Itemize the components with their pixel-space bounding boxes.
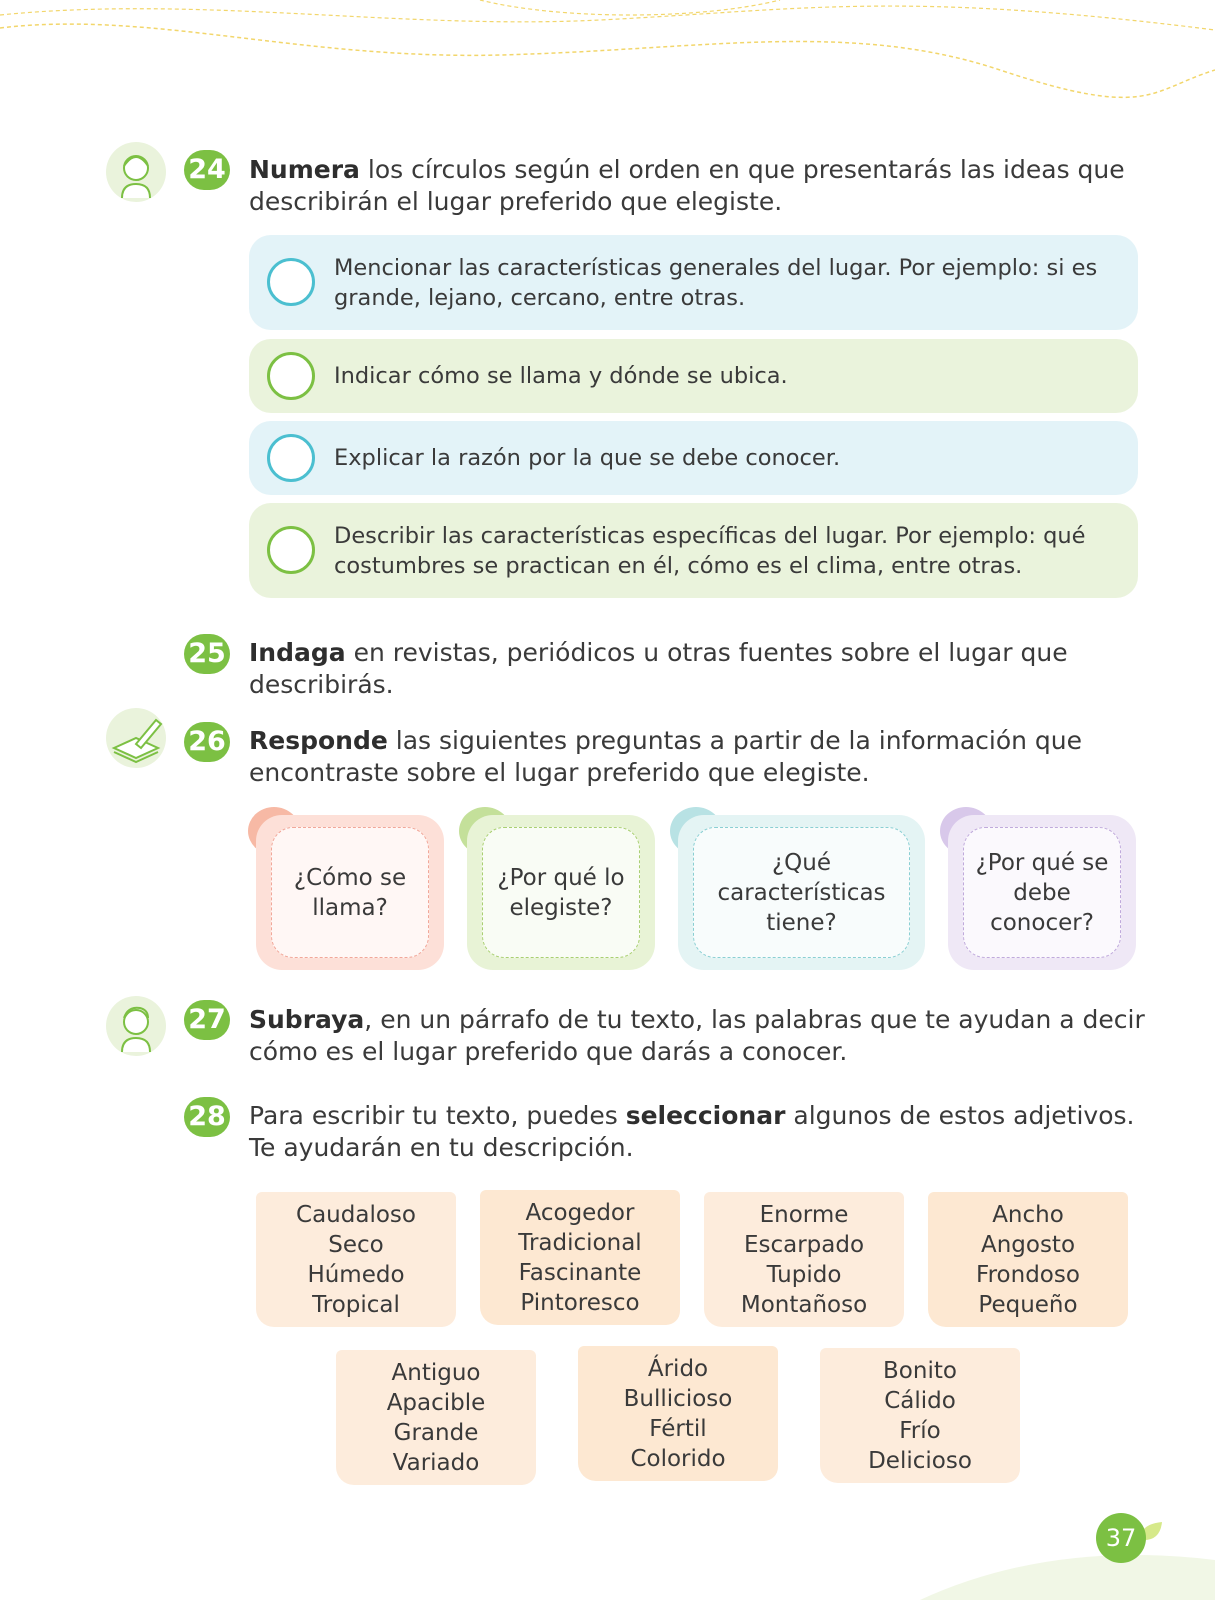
activity-number-28: 28: [184, 1097, 230, 1137]
adjective: Colorido: [630, 1445, 726, 1472]
order-circle-1[interactable]: [267, 258, 315, 306]
adjective-card-3: [704, 1192, 904, 1327]
top-wave-decoration: [0, 0, 1215, 110]
activity-27-statement: [249, 1004, 1149, 1068]
order-option-1-text: Mencionar las características generales del lugar. Por ejemplo: si es grande, lejano, cercano, entre otras.: [334, 254, 1098, 311]
question-card-4: [948, 815, 1136, 970]
order-option-1: [249, 235, 1138, 330]
girl-avatar-icon: [106, 142, 166, 202]
activity-25-text: en revistas, periódicos u otras fuentes sobre el lugar que describirás.: [249, 638, 1068, 699]
activity-number-24: 24: [184, 150, 230, 190]
adjective: Cálido: [884, 1387, 956, 1414]
adjective: Fértil: [649, 1415, 707, 1442]
order-option-3: [249, 421, 1138, 495]
order-circle-3[interactable]: [267, 434, 315, 482]
adjective: Antiguo: [391, 1359, 481, 1386]
adjective: Bonito: [883, 1357, 957, 1384]
adjective-card-7: [820, 1348, 1020, 1483]
order-option-4-text: Describir las características específicas del lugar. Por ejemplo: qué costumbres se practican en él, cómo es el clima, entre otras.: [334, 522, 1086, 579]
activity-28-text: algunos de estos adjetivos. Te ayudarán en tu descripción.: [249, 1101, 1135, 1162]
notebook-pencil-icon: [106, 708, 166, 768]
question-2: ¿Por qué lo elegiste?: [482, 827, 640, 958]
order-option-2-text: Indicar cómo se llama y dónde se ubica.: [334, 363, 788, 389]
order-option-4: [249, 503, 1138, 598]
adjective: Montañoso: [740, 1291, 868, 1318]
question-3: ¿Qué características tiene?: [693, 827, 910, 958]
activity-number-25: 25: [184, 634, 230, 674]
activity-25-verb: Indaga: [249, 638, 346, 667]
activity-26-statement: [249, 725, 1149, 789]
adjective: Pequeño: [978, 1291, 1078, 1318]
question-card-1: [256, 815, 444, 970]
adjective: Acogedor: [525, 1199, 635, 1226]
activity-27-verb: Subraya: [249, 1005, 365, 1034]
activity-28-verb: seleccionar: [625, 1101, 786, 1130]
adjective: Pintoresco: [520, 1289, 640, 1316]
adjective-card-4: [928, 1192, 1128, 1327]
adjective: Ancho: [992, 1201, 1064, 1228]
adjective: Bullicioso: [623, 1385, 733, 1412]
activity-26-text: las siguientes preguntas a partir de la información que encontraste sobre el lugar preferido que elegiste.: [249, 726, 1083, 787]
adjective: Enorme: [759, 1201, 849, 1228]
activity-27-text: , en un párrafo de tu texto, las palabras que te ayudan a decir cómo es el lugar preferido que darás a conocer.: [249, 1005, 1145, 1066]
boy-avatar-icon: [106, 996, 166, 1056]
activity-28-text-before: Para escribir tu texto, puedes: [249, 1101, 626, 1130]
adjective: Seco: [328, 1231, 384, 1258]
adjective-card-5: [336, 1350, 536, 1485]
order-option-2: [249, 339, 1138, 413]
adjective: Frondoso: [976, 1261, 1080, 1288]
question-card-3: [678, 815, 925, 970]
order-option-3-text: Explicar la razón por la que se debe conocer.: [334, 445, 841, 471]
bottom-wave-decoration: [0, 1520, 1215, 1600]
activity-26-verb: Responde: [249, 726, 388, 755]
adjective: Angosto: [980, 1231, 1076, 1258]
adjective-card-2: [480, 1190, 680, 1325]
adjective: Húmedo: [307, 1261, 405, 1288]
adjective: Grande: [393, 1419, 479, 1446]
activity-number-27: 27: [184, 1000, 230, 1040]
order-circle-4[interactable]: [267, 526, 315, 574]
question-1: ¿Cómo se llama?: [271, 827, 429, 958]
activity-24-statement: [249, 154, 1149, 218]
activity-25-statement: [249, 637, 1149, 701]
activity-28-statement: [249, 1100, 1149, 1164]
adjective: Delicioso: [868, 1447, 972, 1474]
adjective: Fascinante: [518, 1259, 642, 1286]
question-4: ¿Por qué se debe conocer?: [963, 827, 1121, 958]
question-card-2: [467, 815, 655, 970]
adjective: Tradicional: [518, 1229, 642, 1256]
order-circle-2[interactable]: [267, 352, 315, 400]
adjective-card-6: [578, 1346, 778, 1481]
adjective-card-1: [256, 1192, 456, 1327]
activity-24-verb: Numera: [249, 155, 360, 184]
adjective: Tropical: [312, 1291, 400, 1318]
adjective: Árido: [647, 1355, 709, 1382]
page-number: 37: [1096, 1513, 1146, 1563]
adjective: Tupido: [766, 1261, 842, 1288]
adjective: Escarpado: [743, 1231, 865, 1258]
adjective: Variado: [392, 1449, 480, 1476]
adjective: Caudaloso: [296, 1201, 416, 1228]
activity-24-text: los círculos según el orden en que presentarás las ideas que describirán el lugar preferido que elegiste.: [249, 155, 1125, 216]
adjective: Apacible: [386, 1389, 486, 1416]
activity-number-26: 26: [184, 722, 230, 762]
adjective: Frío: [899, 1417, 941, 1444]
